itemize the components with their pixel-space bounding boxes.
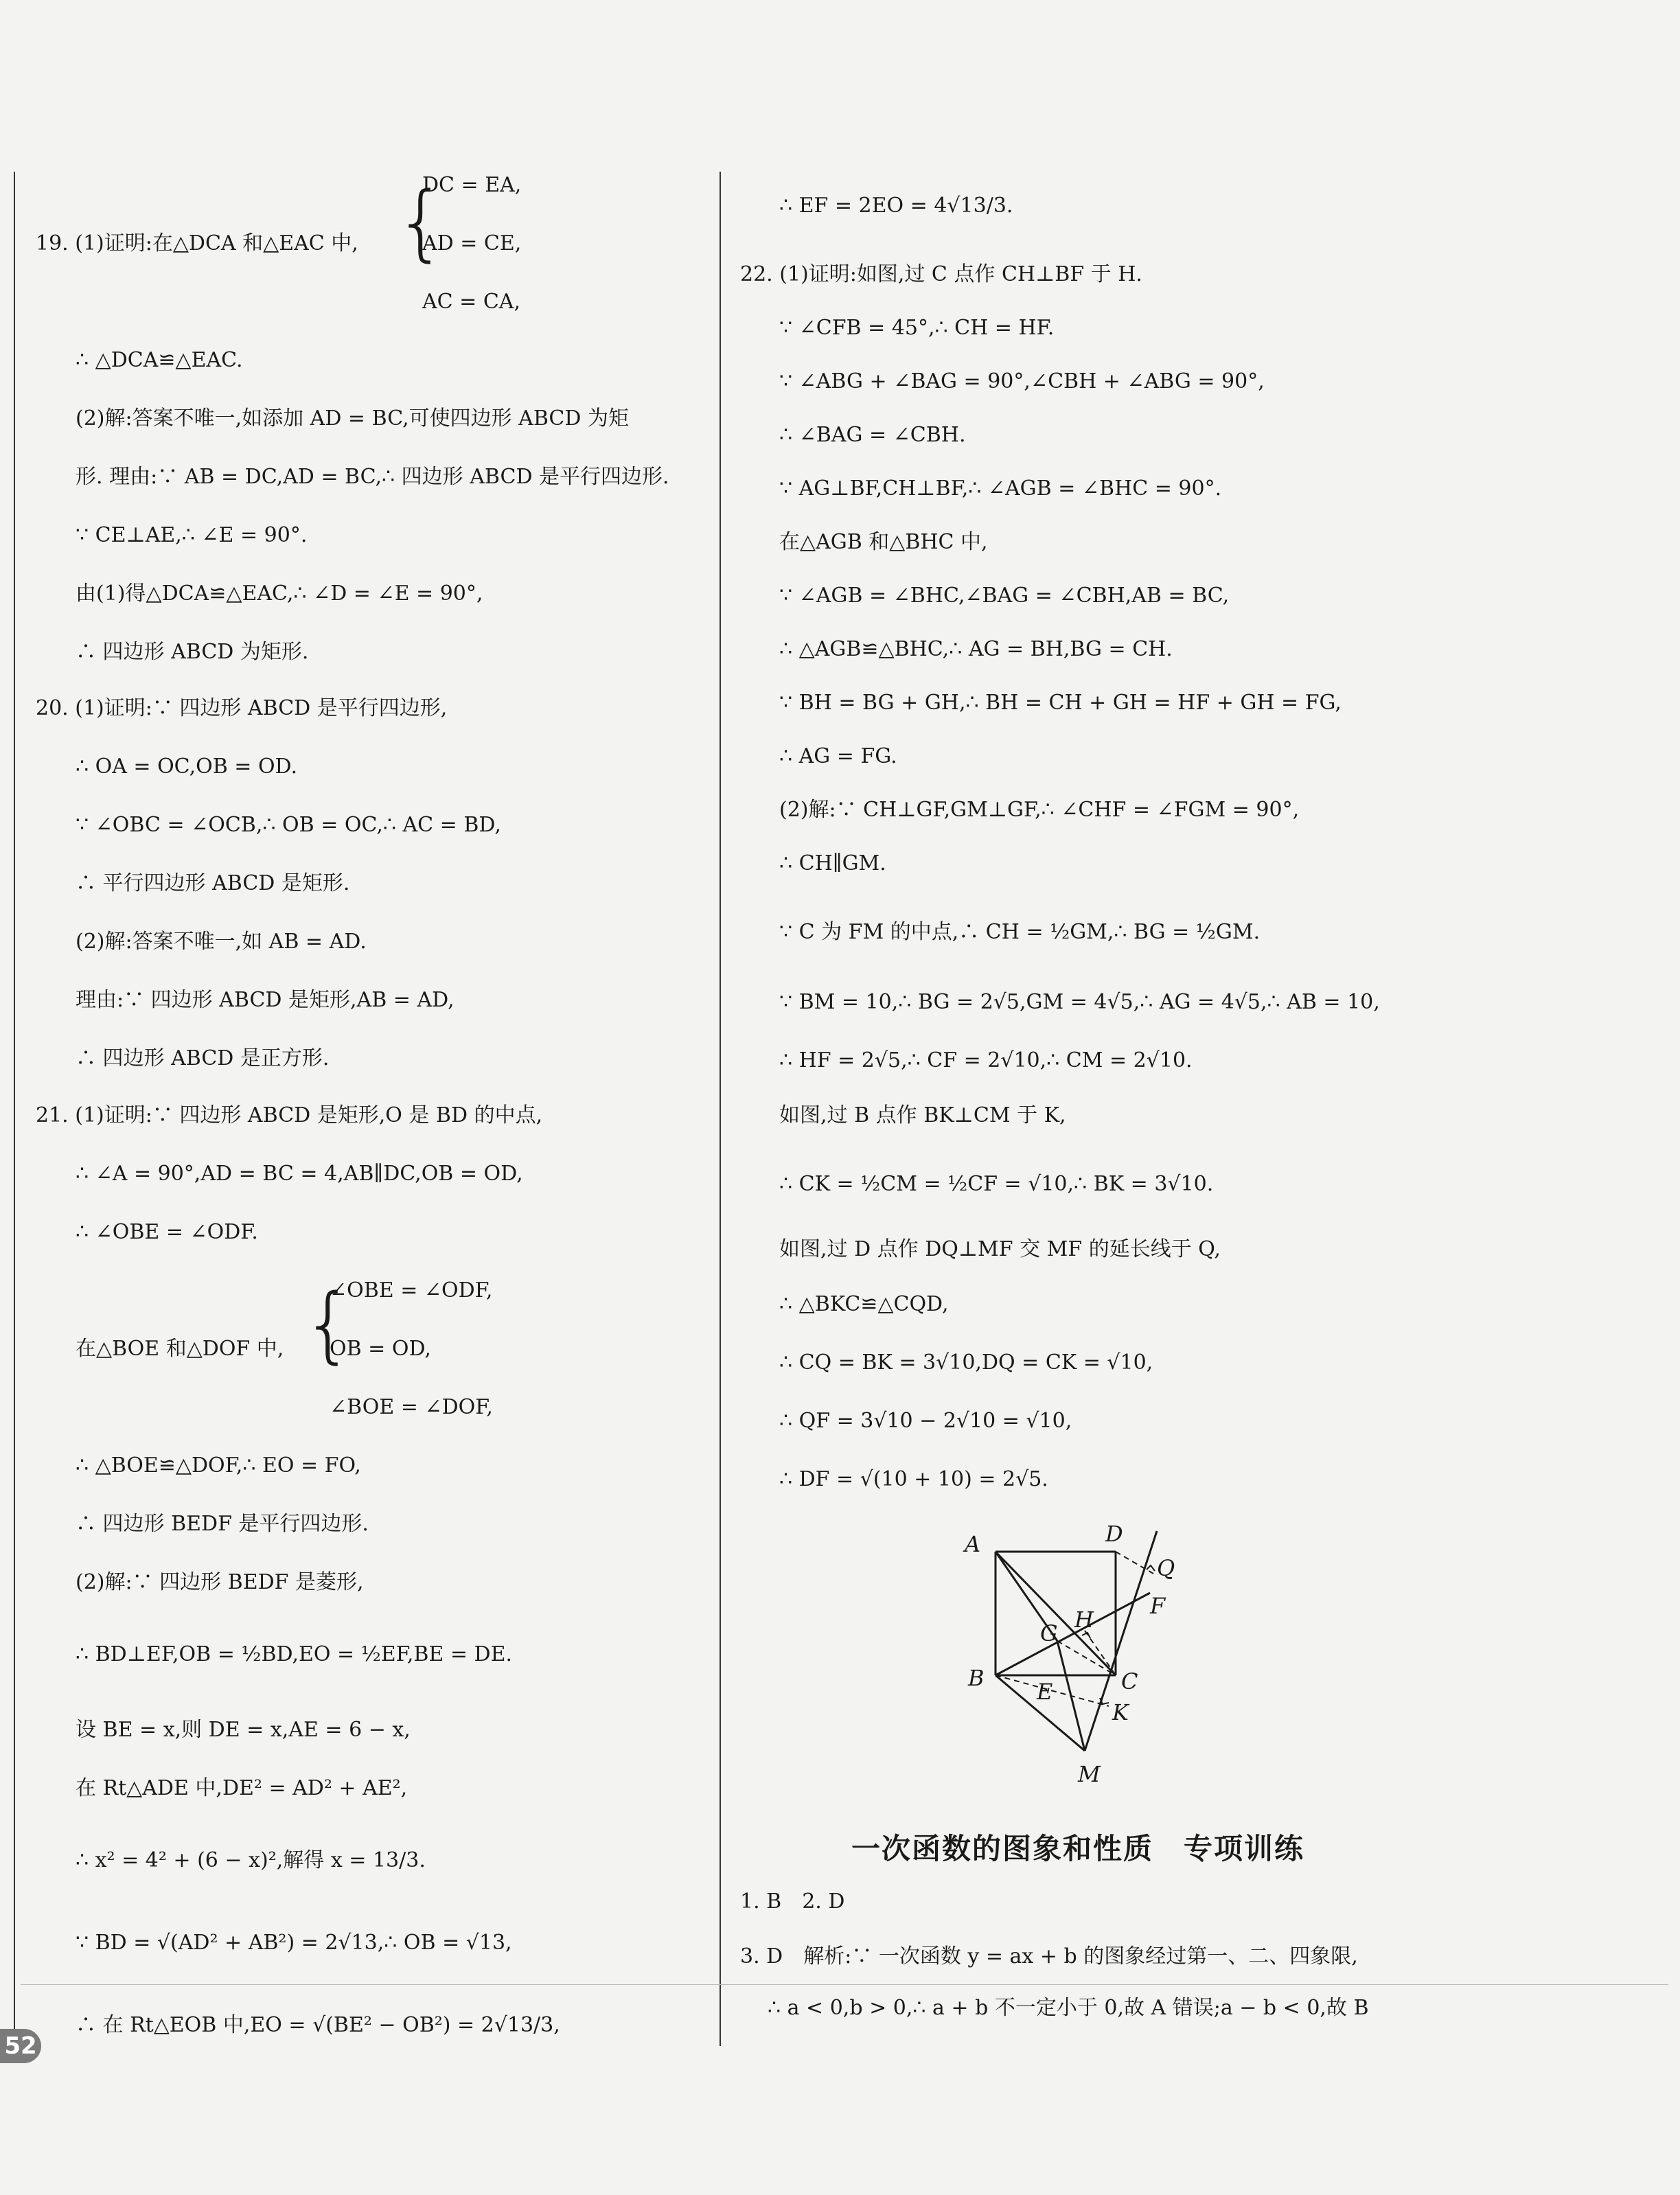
q20-line: (2)解:答案不唯一,如 AB = AD. bbox=[76, 930, 367, 954]
q21-line: ∴ ∠A = 90°,AD = BC = 4,AB∥DC,OB = OD, bbox=[76, 1162, 523, 1186]
q22-line: 如图,过 B 点作 BK⊥CM 于 K, bbox=[779, 1103, 1066, 1127]
column-divider bbox=[720, 172, 721, 2046]
system-line: AD = CE, bbox=[422, 231, 522, 255]
section-title: 一次函数的图象和性质 专项训练 bbox=[851, 1832, 1305, 1865]
page-number: 52 bbox=[0, 2029, 41, 2063]
q20-line: 20. (1)证明:∵ 四边形 ABCD 是平行四边形, bbox=[36, 696, 448, 720]
q19-line: 由(1)得△DCA≌△EAC,∴ ∠D = ∠E = 90°, bbox=[76, 582, 483, 606]
q20-line: ∵ ∠OBC = ∠OCB,∴ OB = OC,∴ AC = BD, bbox=[76, 813, 501, 837]
q19-line: 形. 理由:∵ AB = DC,AD = BC,∴ 四边形 ABCD 是平行四边形. bbox=[76, 465, 669, 489]
q22-line: ∴ CK = ½CM = ½CF = √10,∴ BK = 3√10. bbox=[779, 1172, 1214, 1196]
q22-line: ∴ DF = √(10 + 10) = 2√5. bbox=[779, 1467, 1048, 1491]
q22-line: ∴ AG = FG. bbox=[779, 744, 897, 768]
q22-line: ∵ ∠AGB = ∠BHC,∠BAG = ∠CBH,AB = BC, bbox=[779, 584, 1230, 608]
label-B: B bbox=[968, 1665, 985, 1691]
system-line: OB = OD, bbox=[330, 1337, 431, 1361]
q22-line: ∴ CQ = BK = 3√10,DQ = CK = √10, bbox=[779, 1351, 1153, 1375]
q20-line: 理由:∵ 四边形 ABCD 是矩形,AB = AD, bbox=[76, 988, 454, 1012]
q21-line: 设 BE = x,则 DE = x,AE = 6 − x, bbox=[76, 1718, 411, 1742]
q22-line: ∴ ∠BAG = ∠CBH. bbox=[779, 423, 966, 447]
label-M: M bbox=[1078, 1761, 1101, 1787]
q22-line: ∴ QF = 3√10 − 2√10 = √10, bbox=[779, 1409, 1072, 1433]
q22-line: ∴ △BKC≌△CQD, bbox=[779, 1292, 949, 1316]
q19-line: ∴ 四边形 ABCD 为矩形. bbox=[76, 640, 309, 664]
q19-line: ∵ CE⊥AE,∴ ∠E = 90°. bbox=[76, 523, 308, 547]
q22-line: ∵ AG⊥BF,CH⊥BF,∴ ∠AGB = ∠BHC = 90°. bbox=[779, 476, 1222, 501]
q20-line: ∴ 平行四边形 ABCD 是矩形. bbox=[76, 871, 350, 895]
q22-line: ∴ CH∥GM. bbox=[779, 851, 886, 875]
system-line: ∠OBE = ∠ODF, bbox=[330, 1278, 493, 1302]
label-C: C bbox=[1121, 1668, 1138, 1694]
q22-line: 在△AGB 和△BHC 中, bbox=[779, 530, 988, 554]
q22-line: ∵ ∠ABG + ∠BAG = 90°,∠CBH + ∠ABG = 90°, bbox=[779, 369, 1265, 393]
q21-line: 21. (1)证明:∵ 四边形 ABCD 是矩形,O 是 BD 的中点, bbox=[36, 1103, 543, 1127]
q19-line: 19. (1)证明:在△DCA 和△EAC 中, bbox=[36, 231, 358, 255]
q21-line: ∵ BD = √(AD² + AB²) = 2√13,∴ OB = √13, bbox=[76, 1931, 512, 1955]
answer-line: 1. B 2. D bbox=[740, 1889, 845, 1914]
left-margin-rule bbox=[14, 172, 15, 2046]
label-Q: Q bbox=[1157, 1555, 1175, 1581]
brace-icon: { bbox=[302, 1277, 355, 1372]
q21-line: 在 Rt△ADE 中,DE² = AD² + AE², bbox=[76, 1776, 408, 1800]
label-G: G bbox=[1040, 1620, 1058, 1646]
label-H: H bbox=[1074, 1607, 1094, 1633]
q22-line: ∴ HF = 2√5,∴ CF = 2√10,∴ CM = 2√10. bbox=[779, 1048, 1193, 1072]
q22-line: ∵ C 为 FM 的中点,∴ CH = ½GM,∴ BG = ½GM. bbox=[779, 920, 1261, 944]
q21-line: (2)解:∵ 四边形 BEDF 是菱形, bbox=[76, 1570, 364, 1594]
q20-line: ∴ 四边形 ABCD 是正方形. bbox=[76, 1046, 330, 1070]
label-A: A bbox=[965, 1531, 981, 1557]
q19-line: ∴ △DCA≌△EAC. bbox=[76, 348, 243, 372]
q22-line: 22. (1)证明:如图,过 C 点作 CH⊥BF 于 H. bbox=[740, 262, 1142, 286]
q21-line: ∴ △BOE≌△DOF,∴ EO = FO, bbox=[76, 1453, 361, 1478]
q21-line: ∴ BD⊥EF,OB = ½BD,EO = ½EF,BE = DE. bbox=[76, 1642, 513, 1666]
answer-line: 3. D 解析:∵ 一次函数 y = ax + b 的图象经过第一、二、四象限, bbox=[740, 1944, 1358, 1968]
bottom-rule bbox=[21, 1984, 1668, 1985]
geometry-figure bbox=[947, 1517, 1195, 1792]
q20-line: ∴ OA = OC,OB = OD. bbox=[76, 755, 298, 779]
q19-line: (2)解:答案不唯一,如添加 AD = BC,可使四边形 ABCD 为矩 bbox=[76, 406, 629, 430]
q22-line: ∴ △AGB≌△BHC,∴ AG = BH,BG = CH. bbox=[779, 637, 1173, 661]
q21-line: ∴ x² = 4² + (6 − x)²,解得 x = 13/3. bbox=[76, 1848, 426, 1872]
q21-line: ∴ 在 Rt△EOB 中,EO = √(BE² − OB²) = 2√13/3, bbox=[76, 2013, 560, 2037]
system-line: DC = EA, bbox=[422, 173, 522, 197]
q22-line: (2)解:∵ CH⊥GF,GM⊥GF,∴ ∠CHF = ∠FGM = 90°, bbox=[779, 798, 1300, 822]
q21-line: ∴ ∠OBE = ∠ODF. bbox=[76, 1220, 258, 1244]
label-E: E bbox=[1037, 1679, 1053, 1705]
q21-continued-line: ∴ EF = 2EO = 4√13/3. bbox=[779, 194, 1013, 218]
q22-line: 如图,过 D 点作 DQ⊥MF 交 MF 的延长线于 Q, bbox=[779, 1237, 1221, 1261]
system-line: ∠BOE = ∠DOF, bbox=[330, 1395, 493, 1419]
label-F: F bbox=[1150, 1593, 1166, 1619]
label-D: D bbox=[1105, 1521, 1123, 1547]
q22-line: ∵ ∠CFB = 45°,∴ CH = HF. bbox=[779, 316, 1055, 340]
q22-line: ∵ BM = 10,∴ BG = 2√5,GM = 4√5,∴ AG = 4√5,∴ AB = 10, bbox=[779, 990, 1380, 1014]
q22-line: ∵ BH = BG + GH,∴ BH = CH + GH = HF + GH = FG, bbox=[779, 691, 1342, 715]
q21-line: ∴ 四边形 BEDF 是平行四边形. bbox=[76, 1512, 369, 1536]
answer-line: ∴ a < 0,b > 0,∴ a + b 不一定小于 0,故 A 错误;a − b < 0,故 B bbox=[768, 1996, 1369, 2020]
brace-icon: { bbox=[395, 175, 448, 271]
system-line: AC = CA, bbox=[422, 290, 520, 314]
q21-line: 在△BOE 和△DOF 中, bbox=[76, 1337, 284, 1361]
label-K: K bbox=[1112, 1699, 1129, 1725]
